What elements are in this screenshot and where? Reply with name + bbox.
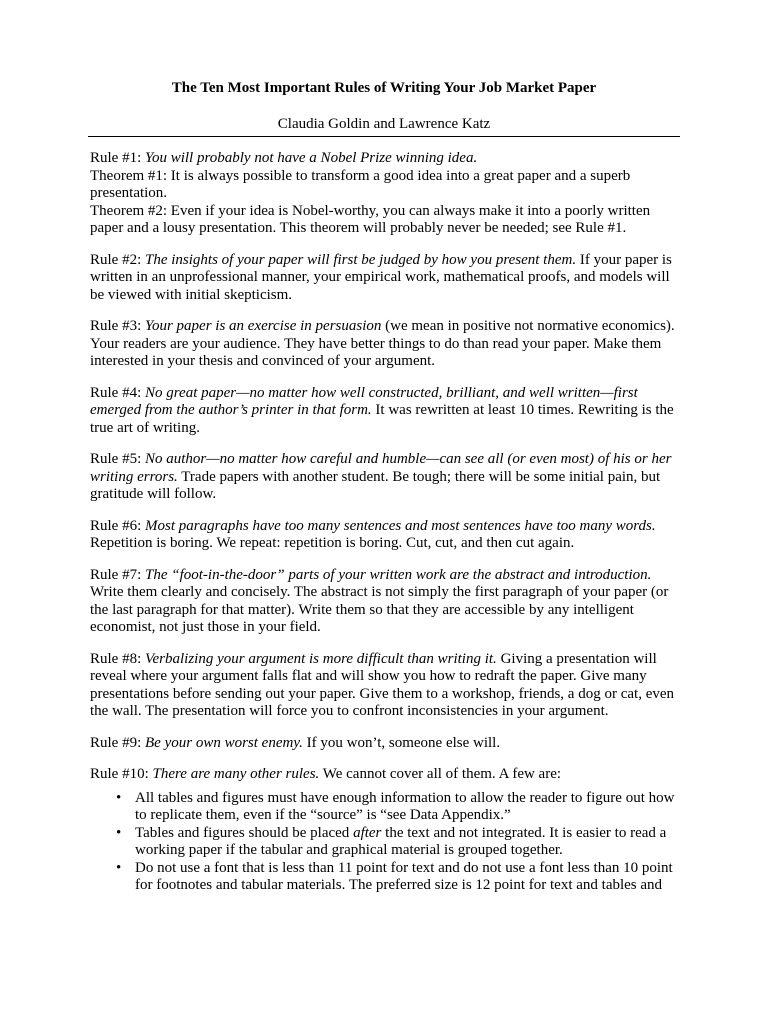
rule-7-statement: The “foot-in-the-door” parts of your written work are the abstract and introduction.: [145, 566, 652, 583]
rule-2-label: Rule #2:: [90, 251, 145, 268]
rule-6-text: Repetition is boring. We repeat: repetition is boring. Cut, cut, and then cut again.: [90, 535, 575, 551]
rule-5: [90, 451, 680, 504]
rule-10: [90, 766, 680, 784]
theorem-2: Theorem #2: Even if your idea is Nobel-worthy, you can always make it into a poorly written paper and a lousy presentation. This theorem will probably never be needed; see Rule #1.: [90, 202, 651, 236]
rule-7-text: Write them clearly and concisely. The abstract is not simply the first paragraph of your paper (or the last paragraph for that matter). Write them so that they are accessible by any intelligent economist, not just those in your field.: [90, 584, 669, 635]
rule-6-statement: Most paragraphs have too many sentences and most sentences have too many words.: [145, 517, 656, 534]
theorem-1: Theorem #1: It is always possible to transform a good idea into a great paper and a superb presentation.: [90, 167, 631, 201]
rule-8-label: Rule #8:: [90, 650, 145, 667]
rule-10-text: We cannot cover all of them. A few are:: [319, 766, 562, 782]
rule-1-label: Rule #1:: [90, 150, 145, 166]
rule-10-label: Rule #10:: [90, 766, 153, 782]
rule-9: [90, 735, 680, 753]
list-item: • All tables and figures must have enough information to allow the reader to figure out how to replicate them, even if the “source” is “see Data Appendix.”: [135, 790, 680, 825]
rule-4-label: Rule #4:: [90, 384, 145, 401]
rule-10-list: [90, 790, 680, 895]
rule-4-statement: No great paper—no matter how well constructed, brilliant, and well written—first emerged from the author’s printer in that form.: [90, 384, 638, 418]
rule-5-statement: No author—no matter how careful and humble—can see all (or even most) of his or her writing errors.: [90, 451, 672, 485]
rule-7: [90, 567, 680, 637]
rule-8-statement: Verbalizing your argument is more difficult than writing it.: [145, 650, 497, 667]
title-divider: [88, 136, 680, 137]
document-body: [90, 150, 680, 895]
rule-9-label: Rule #9:: [90, 734, 145, 751]
rule-9-text: If you won’t, someone else will.: [302, 734, 501, 751]
rule-6-label: Rule #6:: [90, 517, 145, 534]
rule-3-label: Rule #3:: [90, 318, 145, 334]
rule-1: [90, 150, 680, 168]
list-item: • Do not use a font that is less than 11 point for text and do not use a font less than 10 point for footnotes and tabular materials. The preferred size is 12 point for text and tables and: [135, 860, 680, 895]
document-title: The Ten Most Important Rules of Writing Your Job Market Paper: [171, 80, 597, 96]
rule-7-label: Rule #7:: [90, 566, 145, 583]
rule-3-text: (we mean in positive not normative economics). Your readers are your audience. They have better things to do than read your paper. Make them interested in your thesis and convinced of your argument.: [90, 318, 675, 369]
rule-10-statement: There are many other rules.: [152, 766, 320, 782]
rule-2-text: If your paper is written in an unprofessional manner, your empirical work, mathematical proofs, and models will be viewed with initial skepticism.: [90, 251, 672, 303]
rule-5-label: Rule #5:: [90, 451, 145, 467]
rule-6: [90, 518, 680, 553]
document-authors: Claudia Goldin and Lawrence Katz: [277, 116, 491, 132]
rule-4: [90, 385, 680, 438]
rule-3: [90, 318, 680, 371]
list-item-text: the text and not integrated. It is easier to read a working paper if the tabular and graphical material is grouped together.: [135, 824, 667, 858]
list-item-text: Tables and figures should be placed: [135, 824, 354, 841]
rule-4-text: It was rewritten at least 10 times. Rewriting is the true art of writing.: [90, 402, 674, 436]
rule-8: [90, 651, 680, 721]
rule-3-statement: Your paper is an exercise in persuasion: [145, 318, 382, 334]
list-item: [135, 825, 680, 860]
rule-2-statement: The insights of your paper will first be judged by how you present them.: [145, 251, 577, 268]
rule-5-text: Trade papers with another student. Be tough; there will be some initial pain, but gratitude will follow.: [90, 468, 661, 502]
rule-1-statement: You will probably not have a Nobel Prize winning idea.: [145, 150, 478, 166]
list-item-emphasis: after: [353, 824, 382, 841]
rule-9-statement: Be your own worst enemy.: [145, 734, 303, 751]
rule-2: [90, 252, 680, 305]
rule-8-text: Giving a presentation will reveal where your argument falls flat and will show you how to redraft the paper. Give many presentations before sending out your paper. Give them to a workshop, friends, a dog or cat, even the wall. The presentation will force you to confront inconsistencies in your argument.: [90, 650, 675, 719]
